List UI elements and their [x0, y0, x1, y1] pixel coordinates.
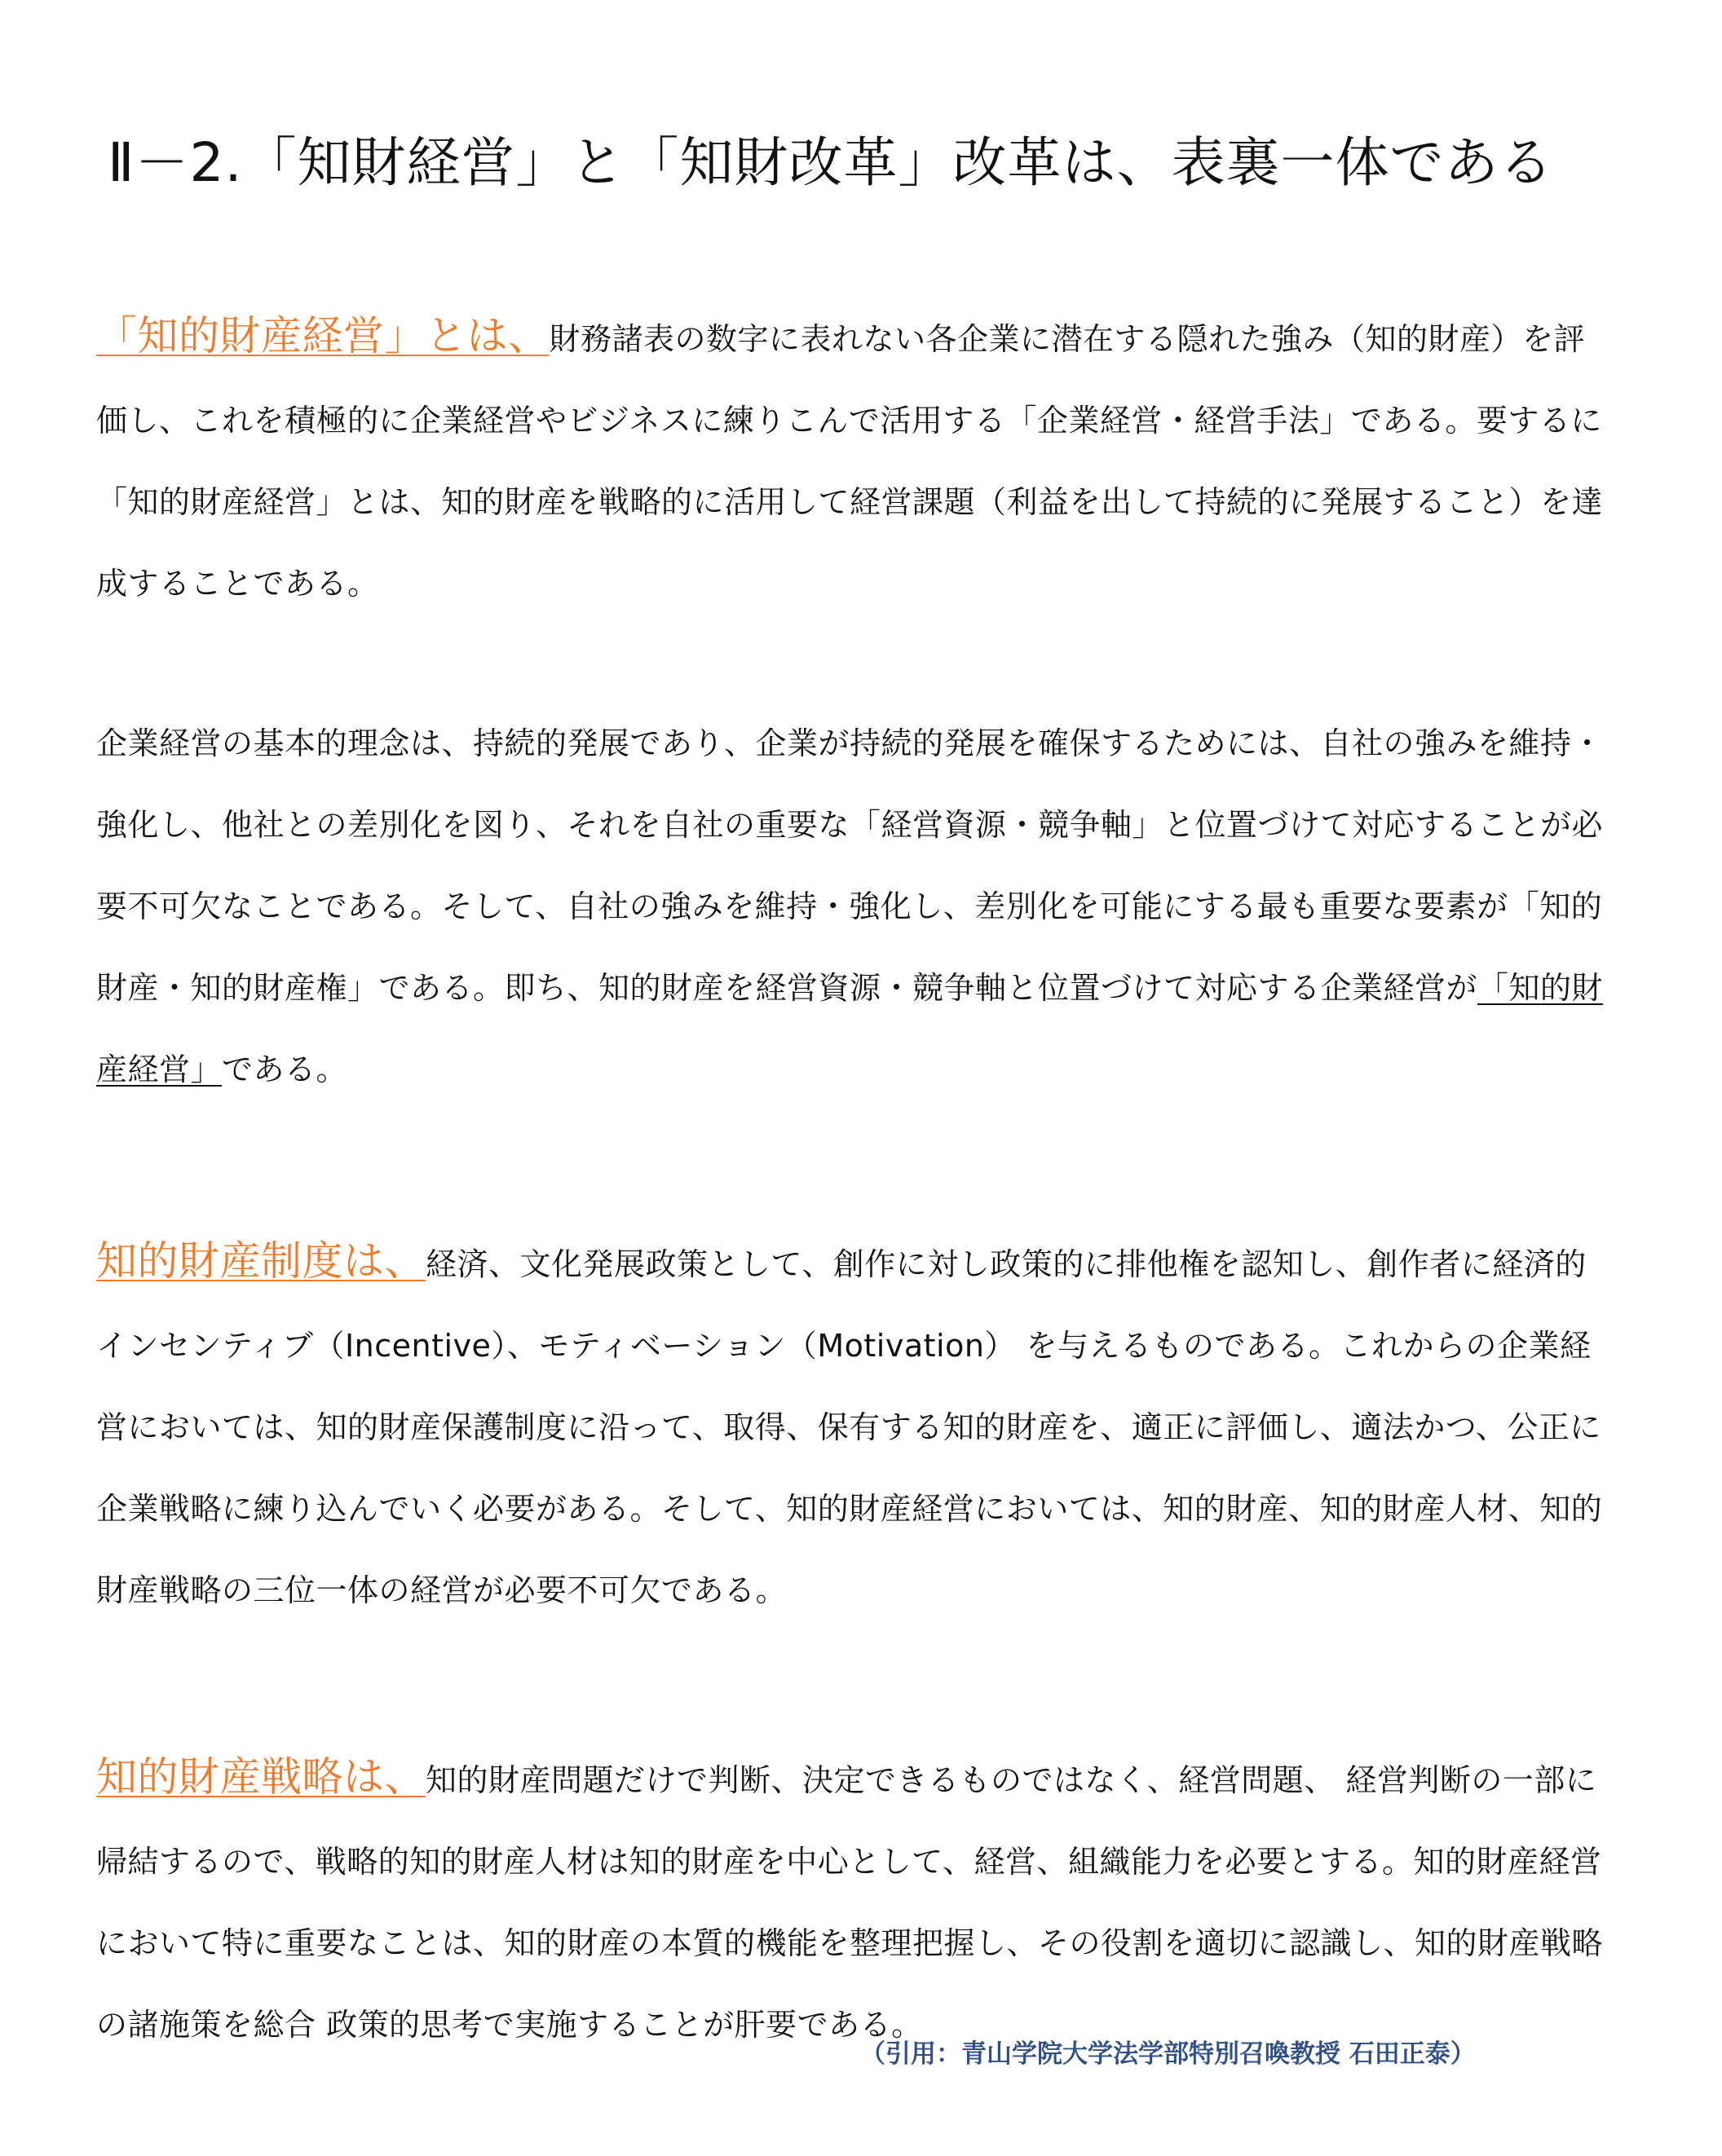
- paragraph-management-philosophy: [96, 703, 1613, 1110]
- paragraph-ip-management: [96, 295, 1613, 624]
- page-title: Ⅱ－2.「知財経営」と「知財改革」改革は、表裏一体である: [108, 131, 1554, 194]
- paragraph-text-end: である。: [222, 1052, 348, 1087]
- paragraph-ip-strategy: [96, 1736, 1613, 2066]
- paragraph-lead: 知的財産制度は、: [96, 1237, 426, 1285]
- paragraph-text: 企業経営の基本的理念は、持続的発展であり、企業が持続的発展を確保するためには、自社の強みを維持・強化し、他社との差別化を図り、それを自社の重要な「経営資源・競争軸」と位置づけて対応することが必要不可欠なことである。そして、自社の強みを維持・強化し、差別化を可能にする最も重要な要素が「知的財産・知的財産権」である。即ち、知的財産を経営資源・競争軸と位置づけて対応する企業経営が: [96, 725, 1604, 1006]
- paragraph-lead: 知的財産戦略は、: [96, 1753, 426, 1801]
- paragraph-text: 経済、文化発展政策として、創作に対し政策的に排他権を認知し、創作者に経済的インセンティブ（Incentive）、モティベーション（Motivation） を与えるものである。これからの企業経営においては、知的財産保護制度に沿って、取得、保有する知的財産を、適正に評価し、適法かつ、公正に企業戦略に練り込んでいく必要がある。そして、知的財産経営においては、知的財産、知的財産人材、知的財産戦略の三位一体の経営が必要不可欠である。: [96, 1246, 1603, 1608]
- paragraph-ip-system: [96, 1220, 1613, 1631]
- paragraph-lead: 「知的財産経営」とは、: [96, 312, 550, 359]
- citation: （引用：青山学院大学法学部特別召喚教授 石田正泰）: [860, 2039, 1476, 2069]
- underlined-term: 「知的財産経営」: [96, 970, 1604, 1087]
- paragraph-text: 財務諸表の数字に表れない各企業に潜在する隠れた強み（知的財産）を評価し、これを積極的に企業経営やビジネスに練りこんで活用する「企業経営・経営手法」である。要するに「知的財産経営」とは、知的財産を戦略的に活用して経営課題（利益を出して持続的に発展すること）を達成することである。: [96, 321, 1604, 602]
- paragraph-text: 知的財産問題だけで判断、決定できるものではなく、経営問題、 経営判断の一部に帰結するので、戦略的知的財産人材は知的財産を中心として、経営、組織能力を必要とする。知的財産経営において特に重要なことは、知的財産の本質的機能を整理把握し、その役割を適切に認識し、知的財産戦略の諸施策を総合 政策的思考で実施することが肝要である。: [96, 1762, 1604, 2043]
